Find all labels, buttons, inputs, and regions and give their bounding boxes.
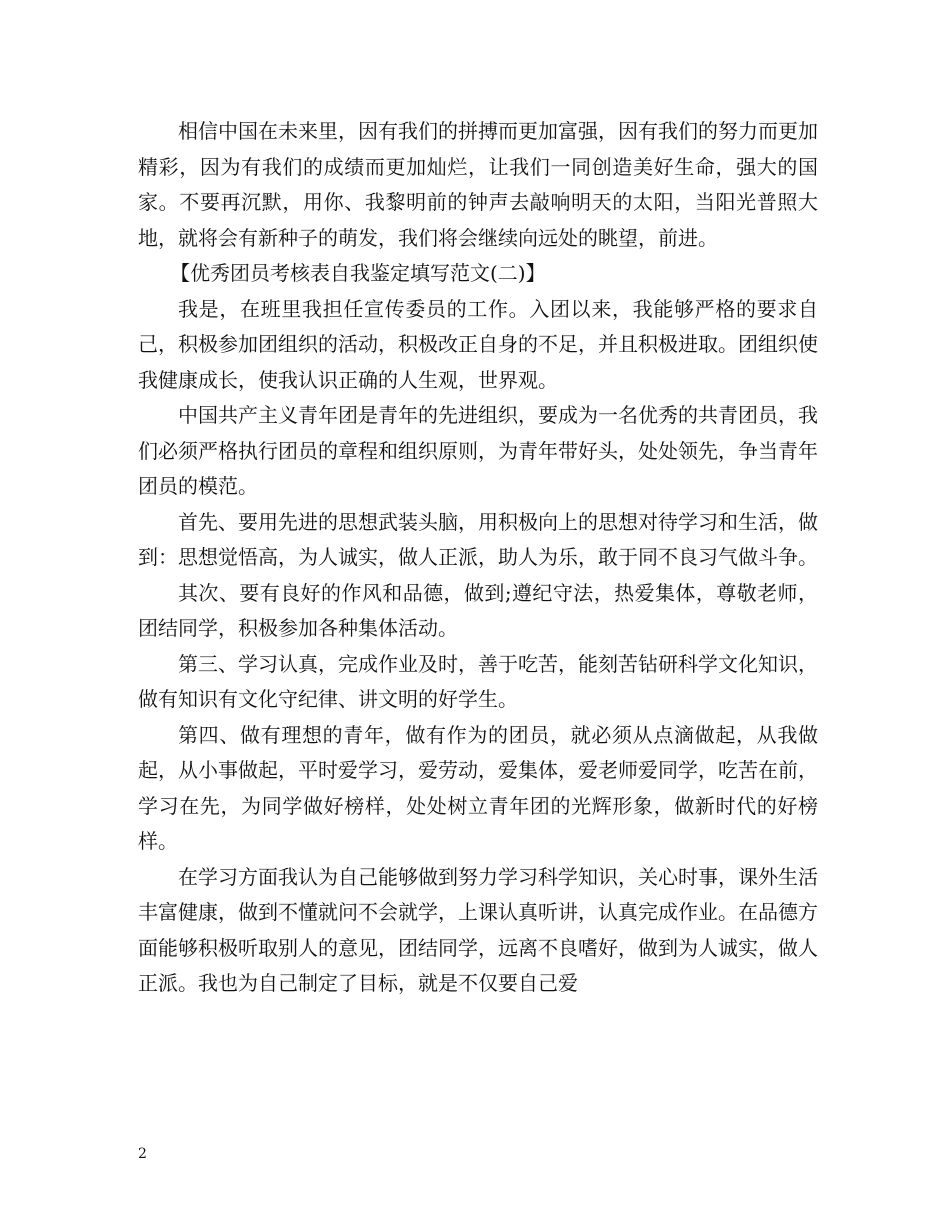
body-paragraph: 第四、做有理想的青年，做有作为的团员，就必须从点滴做起，从我做起，从小事做起，平时爱学习，爱劳动，爱集体，爱老师爱同学，吃苦在前，学习在先，为同学做好榜样，处处树立青年团的光辉形象，做新时代的好榜样。 <box>138 722 818 853</box>
body-paragraph: 第三、学习认真，完成作业及时，善于吃苦，能刻苦钻研科学文化知识，做有知识有文化守纪律、讲文明的好学生。 <box>138 651 818 711</box>
body-paragraph: 中国共产主义青年团是青年的先进组织，要成为一名优秀的共青团员，我们必须严格执行团员的章程和组织原则，为青年带好头，处处领先，争当青年团员的模范。 <box>138 403 818 498</box>
body-paragraph: 首先、要用先进的思想武装头脑，用积极向上的思想对待学习和生活，做到：思想觉悟高，为人诚实，做人正派，助人为乐，敢于同不良习气做斗争。 <box>138 509 818 569</box>
body-paragraph: 在学习方面我认为自己能够做到努力学习科学知识，关心时事，课外生活丰富健康，做到不懂就问不会就学，上课认真听讲，认真完成作业。在品德方面能够积极听取别人的意见，团结同学，远离不良嗜好，做到为人诚实，做人正派。我也为自己制定了目标，就是不仅要自己爱 <box>138 864 818 995</box>
body-paragraph: 其次、要有良好的作风和品德，做到;遵纪守法，热爱集体，尊敬老师，团结同学，积极参加各种集体活动。 <box>138 580 818 640</box>
document-body <box>138 114 818 1002</box>
body-paragraph: 我是，在班里我担任宣传委员的工作。入团以来，我能够严格的要求自己，积极参加团组织的活动，积极改正自身的不足，并且积极进取。团组织使我健康成长，使我认识正确的人生观，世界观。 <box>138 296 818 392</box>
section-heading: 【优秀团员考核表自我鉴定填写范文(二)】 <box>170 261 546 285</box>
page-number: 2 <box>138 1146 147 1162</box>
body-paragraph: 相信中国在未来里，因有我们的拼搏而更加富强，因有我们的努力而更加精彩，因为有我们的成绩而更加灿烂，让我们一同创造美好生命，强大的国家。不要再沉默，用你、我黎明前的钟声去敲响明天的太阳，当阳光普照大地，就将会有新种子的萌发，我们将会继续向远处的眺望，前进。 <box>138 119 818 250</box>
